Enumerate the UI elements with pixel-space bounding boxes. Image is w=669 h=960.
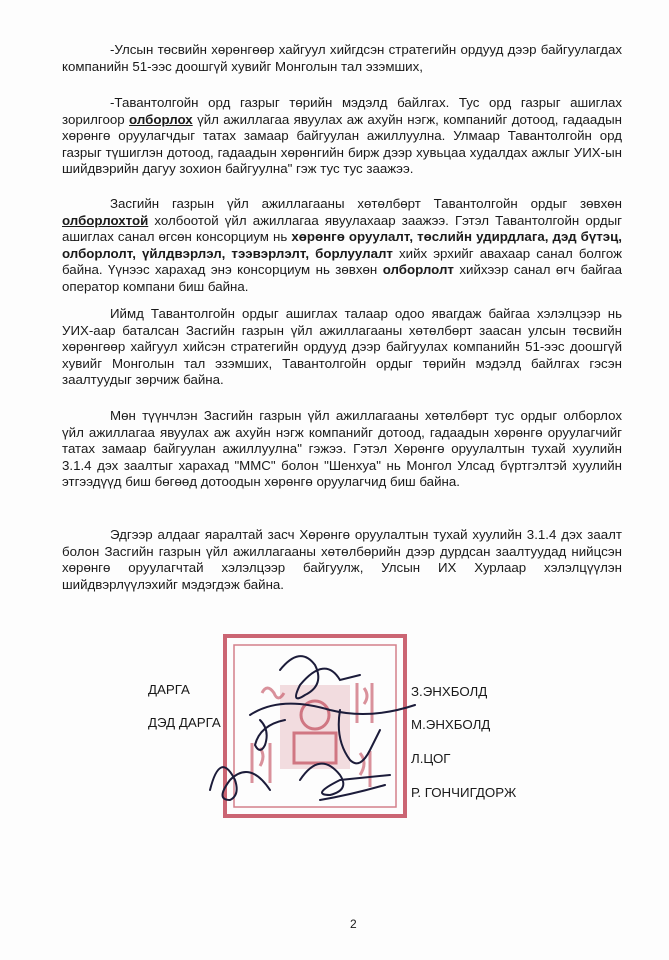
signatory-4: Р. ГОНЧИГДОРЖ <box>411 785 517 800</box>
p2-text-b: үйл ажиллагаа явуулах аж ахуйн нэгж, компанийг дотоод, гадаадын хөрөнгө оруулагчдыг татах замаар байгуулан ажиллуулна. Улмаар Тавантолгойн орд газрыг түшиглэн дотоод, гадаадын хөрөнгийн бирж дээр хувьцаа худалдах ажлыг УИХ-ын шийдвэрийн дагуу зохион байгуулна" гэж тус тус заажээ. <box>62 111 622 177</box>
paragraph-1 <box>62 42 622 75</box>
page-number: 2 <box>350 917 357 931</box>
signatory-3: Л.ЦОГ <box>411 751 451 766</box>
signatory-2: М.ЭНХБОЛД <box>411 717 491 732</box>
p3-bold-term: олборлолт <box>382 262 454 278</box>
p1-text: -Улсын төсвийн хөрөнгөөр хайгуул хийгдсэн стратегийн ордууд дээр байгуулагдах компанийн 51-ээс доошгүй хувийг Монголын тал эзэмших, <box>62 42 622 74</box>
p3-text-d: хийхээр санал өгч байгаа оператор компани биш байна. <box>62 262 622 294</box>
p3-text-a: Засгийн газрын үйл ажиллагааны хөтөлбөрт Тавантолгойн ордыг зөвхөн <box>110 196 622 211</box>
p2-text-a: -Тавантолгойн орд газрыг төрийн мэдэлд байлгах. Тус орд газрыг ашиглах зорилгоор <box>62 95 622 127</box>
p5-text: Мөн түүнчлэн Засгийн газрын үйл ажиллагааны хөтөлбөрт тус ордыг олборлох үйл ажиллагаа явуулах аж ахуйн нэгж компанийг дотоод, гадаадын хөрөнгө оруулагчийг татах замаар байгуулан ажиллуулна" гэжээ. Гэтэл Хөрөнгө оруулалтын тухай хуулийн 3.1.4 дэх заалтыг харахад "ММС" болон "Шенхуа" нь Монгол Улсад бүртгэлтэй хуулийн этгээдүүд биш бөгөөд дотоодын хөрөнгө оруулагчид биш байна. <box>62 408 622 490</box>
p2-underlined-term: олборлох <box>129 111 193 127</box>
p4-text: Иймд Тавантолгойн ордыг ашиглах талаар одоо явагдаж байгаа хэлэлцээр нь УИХ-аар баталсан Засгийн газрын үйл ажиллагааны хөтөлбөрт заасан улсын төсвийн хөрөнгөөр хайгуул хийсэн стратегийн ордууд дээр байгуулах компанийн 51-ээс доошгүй хувийг Монголын тал эзэмших, Тавантолгойн ордыг төрийн мэдэлд байлгах гэсэн заалтуудыг зөрчиж байна. <box>62 306 622 388</box>
paragraph-4 <box>62 306 622 389</box>
signatory-1: З.ЭНХБОЛД <box>411 684 488 699</box>
p3-underlined-term: олборлохтой <box>62 212 149 228</box>
title-chair: ДАРГА <box>148 682 190 697</box>
title-vice-chair: ДЭД ДАРГА <box>148 715 221 730</box>
paragraph-6 <box>62 527 622 593</box>
p3-text-b: холбоотой үйл ажиллагаа явуулахаар заажээ. Гэтэл Тавантолгойн ордыг ашиглах санал өгсөн консорциум нь <box>62 212 622 245</box>
paragraph-2 <box>62 95 622 178</box>
p3-text-c: хийх эрхийг авахаар санал болгож байна. Үүнээс харахад энэ консорциум нь зөвхөн <box>62 245 622 278</box>
p6-text: Эдгээр алдааг яаралтай засч Хөрөнгө оруулалтын тухай хуулийн 3.1.4 дэх заалт болон Засгийн газрын үйл ажиллагааны хөтөлбөрийн дээр дурдсан заалтуудад нийцсэн хөрөнгө оруулагчтай хэлэлцээр байгуулж, Улсын ИХ Хурлаар хэлэлцүүлэн шийдвэрлүүлэхийг мэдэгдэж байна. <box>62 527 622 592</box>
paragraph-3 <box>62 196 622 296</box>
p3-bold-list: хөрөнгө оруулалт, төслийн удирдлага, дэд бүтэц, олборлолт, үйлдвэрлэл, тээвэрлэлт, борлуулалт <box>62 229 622 261</box>
paragraph-5 <box>62 408 622 491</box>
handwritten-signatures <box>190 640 430 815</box>
